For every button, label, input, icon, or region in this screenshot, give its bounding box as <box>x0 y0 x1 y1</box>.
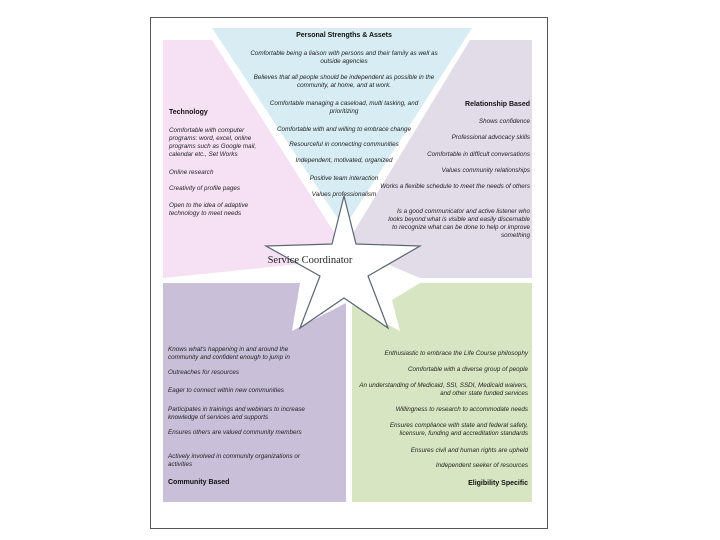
list-item: Comfortable managing a caseload, multi tasking, and prioritizing <box>269 100 419 115</box>
list-item: Independent, motivated, organized <box>295 157 393 164</box>
list-item: Is a good communicator and active listener who looks beyond what is visible and easily discernable to recognize what can be done to help or improve something <box>388 208 530 239</box>
list-item: Values community relationships <box>441 167 530 174</box>
relationship-based-title: Relationship Based <box>465 101 530 108</box>
list-item: Outreaches for resources <box>168 369 240 376</box>
list-item: Believes that all people should be independent as possible in the community, at home, and at work. <box>253 74 435 89</box>
list-item: Shows confidence <box>478 118 530 125</box>
list-item: Comfortable being a liaison with persons and their family as well as outside agencies <box>250 50 438 65</box>
list-item: Open to the idea of adaptive technology to meet needs <box>169 202 249 217</box>
service-coordinator-label: Service Coordinator <box>267 255 353 266</box>
personal-strengths-title: Personal Strengths & Assets <box>296 32 392 39</box>
list-item: Independent seeker of resources <box>435 462 528 469</box>
list-item: Creativity of profile pages <box>169 185 241 192</box>
list-item: Positive team interaction <box>309 175 379 182</box>
list-item: Values professionalism <box>311 191 377 198</box>
list-item: Online research <box>169 169 214 176</box>
technology-title: Technology <box>169 109 208 116</box>
list-item: Enthusiastic to embrace the Life Course philosophy <box>384 350 528 357</box>
list-item: Comfortable with and willing to embrace change <box>276 126 412 133</box>
list-item: Ensures others are valued community members <box>168 429 302 436</box>
list-item: Comfortable in difficult conversations <box>427 151 530 158</box>
list-item: Knows what's happening in and around the community and confident enough to jump in <box>168 346 290 361</box>
list-item: Works a flexible schedule to meet the needs of others <box>380 183 530 190</box>
list-item: Ensures civil and human rights are upheld <box>410 447 528 454</box>
community-based-title: Community Based <box>168 479 230 486</box>
list-item: Resourceful in connecting communities <box>289 141 399 148</box>
list-item: Comfortable with computer programs: word, excel, online programs such as Google mail, calendar etc., Set Works <box>169 127 257 158</box>
list-item: Willingness to research to accommodate needs <box>395 406 528 413</box>
list-item: Ensures compliance with state and federal safety, licensure, funding and accreditation standards <box>389 422 528 437</box>
list-item: Actively involved in community organizations or activities <box>168 453 300 468</box>
eligibility-specific-title: Eligibility Specific <box>468 480 528 487</box>
list-item: Participates in trainings and webinars to increase knowledge of services and supports <box>168 406 305 421</box>
list-item: Professional advocacy skills <box>451 134 530 141</box>
list-item: An understanding of Medicaid, SSI, SSDI, Medicaid waivers, and other state funded services <box>359 382 528 397</box>
list-item: Eager to connect within new communities <box>168 387 284 394</box>
list-item: Comfortable with a diverse group of people <box>407 366 528 373</box>
